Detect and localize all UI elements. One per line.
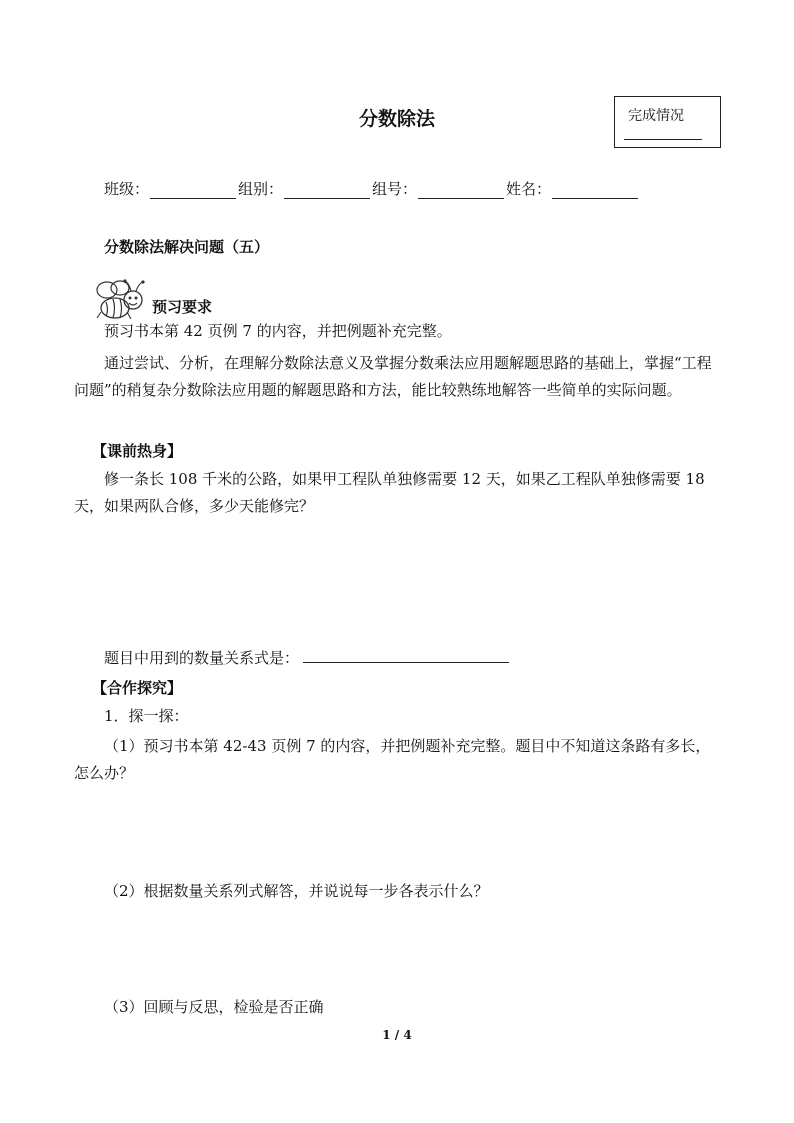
warmup-problem: 修一条长 108 千米的公路，如果甲工程队单独修需要 12 天，如果乙工程队单独修需要 18 天，如果两队合修，多少天能修完？: [74, 470, 705, 515]
warmup-heading: 【课前热身】: [92, 442, 183, 460]
completion-status-label: 完成情况: [628, 108, 684, 124]
group-label: 组别：: [238, 180, 284, 198]
completion-status-blank[interactable]: [624, 139, 702, 140]
completion-status-box: [614, 96, 721, 148]
question-1: （1）预习书本第 42-43 页例 7 的内容，并把例题补充完整。题目中不知道这条路有多长，怎么办？: [74, 737, 711, 782]
group-number-blank[interactable]: [418, 182, 504, 199]
question-2: （2）根据数量关系列式解答，并说说每一步各表示什么？: [104, 882, 489, 900]
name-label: 姓名：: [506, 180, 552, 198]
explore-step-title: 1．探一探：: [104, 707, 189, 725]
relation-prompt: 题目中用到的数量关系式是：: [104, 649, 300, 667]
page-title: 分数除法: [358, 108, 435, 130]
class-label: 班级：: [104, 180, 150, 198]
bee-mascot-icon: [93, 278, 149, 322]
name-blank[interactable]: [552, 182, 638, 199]
relation-row: [104, 645, 509, 672]
question-3: （3）回顾与反思，检验是否正确: [104, 998, 324, 1016]
preview-line-1: 预习书本第 42 页例 7 的内容，并把例题补充完整。: [104, 322, 452, 340]
page-number: 1 / 4: [382, 1028, 412, 1042]
section-title: 分数除法解决问题（五）: [104, 238, 270, 256]
preview-heading: 预习要求: [152, 298, 213, 316]
class-blank[interactable]: [150, 182, 236, 199]
group-blank[interactable]: [284, 182, 370, 199]
explore-heading: 【合作探究】: [92, 679, 183, 697]
student-info-row: [104, 178, 640, 199]
relation-answer-blank[interactable]: [303, 648, 509, 663]
group-number-label: 组号：: [372, 180, 418, 198]
preview-line-2: 通过尝试、分析，在理解分数除法意义及掌握分数乘法应用题解题思路的基础上，掌握“工程问题”的稍复杂分数除法应用题的解题思路和方法，能比较熟练地解答一些简单的实际问题。: [74, 354, 712, 399]
